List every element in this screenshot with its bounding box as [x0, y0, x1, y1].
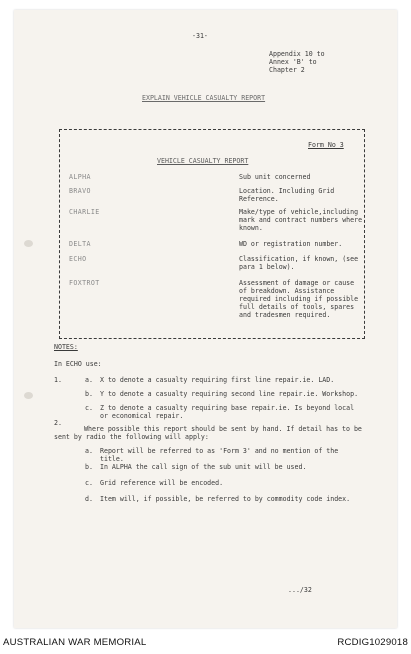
item-letter: d. [85, 495, 93, 503]
item-text: X to denote a casualty requiring first line repair.ie. LAD. [100, 376, 335, 384]
item-letter: c. [85, 479, 93, 487]
item-text: Z to denote a casualty requiring base repair.ie. Is beyond local or economical repair. [100, 404, 355, 420]
item-letter: c. [85, 404, 93, 412]
form-label: FOXTROT [69, 279, 100, 287]
form-label: BRAVO [69, 187, 91, 195]
item-text: In ALPHA the call sign of the sub unit will be used. [100, 463, 307, 471]
punch-hole [24, 240, 33, 247]
form-description: Make/type of vehicle,including mark and contract numbers where known. [239, 208, 363, 232]
form-description: Location. Including Grid Reference. [239, 187, 335, 203]
item-text: Item will, if possible, be referred to by commodity code index. [100, 495, 351, 503]
para-text: Where possible this report should be sent by hand. If detail has to be sent by radio the following will apply: [54, 425, 362, 441]
footer-source: AUSTRALIAN WAR MEMORIAL [3, 637, 147, 648]
notes-heading: NOTES: [54, 343, 78, 351]
item-letter: b. [85, 390, 93, 398]
note-intro: In ECHO use: [54, 360, 102, 368]
para-number: 1. [54, 376, 62, 384]
para-number: 2. [54, 419, 62, 427]
appendix-line: Annex 'B' to [269, 58, 317, 66]
item-text: Report will be referred to as 'Form 3' and no mention of the title. [100, 447, 339, 463]
form-label: ECHO [69, 255, 87, 263]
footer-id: RCDIG1029018 [337, 637, 408, 648]
page-number: -31- [192, 32, 208, 40]
punch-hole [24, 392, 33, 399]
form-description: Assessment of damage or cause of breakdown. Assistance required including if possible full details of tools, spares and tradesmen required. [239, 279, 359, 319]
item-letter: b. [85, 463, 93, 471]
form-description: Classification, if known, (see para 1 below). [239, 255, 359, 271]
item-text: Y to denote a casualty requiring second line repair.ie. Workshop. [100, 390, 359, 398]
form-description: Sub unit concerned [239, 173, 311, 181]
form-label: CHARLIE [69, 208, 100, 216]
form-description: WD or registration number. [239, 240, 343, 248]
form-title: VEHICLE CASUALTY REPORT [157, 157, 249, 165]
document-page [14, 10, 397, 628]
item-letter: a. [85, 376, 93, 384]
form-label: ALPHA [69, 173, 91, 181]
item-text: Grid reference will be encoded. [100, 479, 224, 487]
continuation-mark: .../32 [288, 586, 312, 594]
form-label: DELTA [69, 240, 91, 248]
appendix-line: Appendix 10 to [269, 50, 325, 58]
form-number: Form No 3 [308, 141, 344, 149]
appendix-line: Chapter 2 [269, 66, 305, 74]
main-title: EXPLAIN VEHICLE CASUALTY REPORT [142, 94, 266, 102]
item-letter: a. [85, 447, 93, 455]
